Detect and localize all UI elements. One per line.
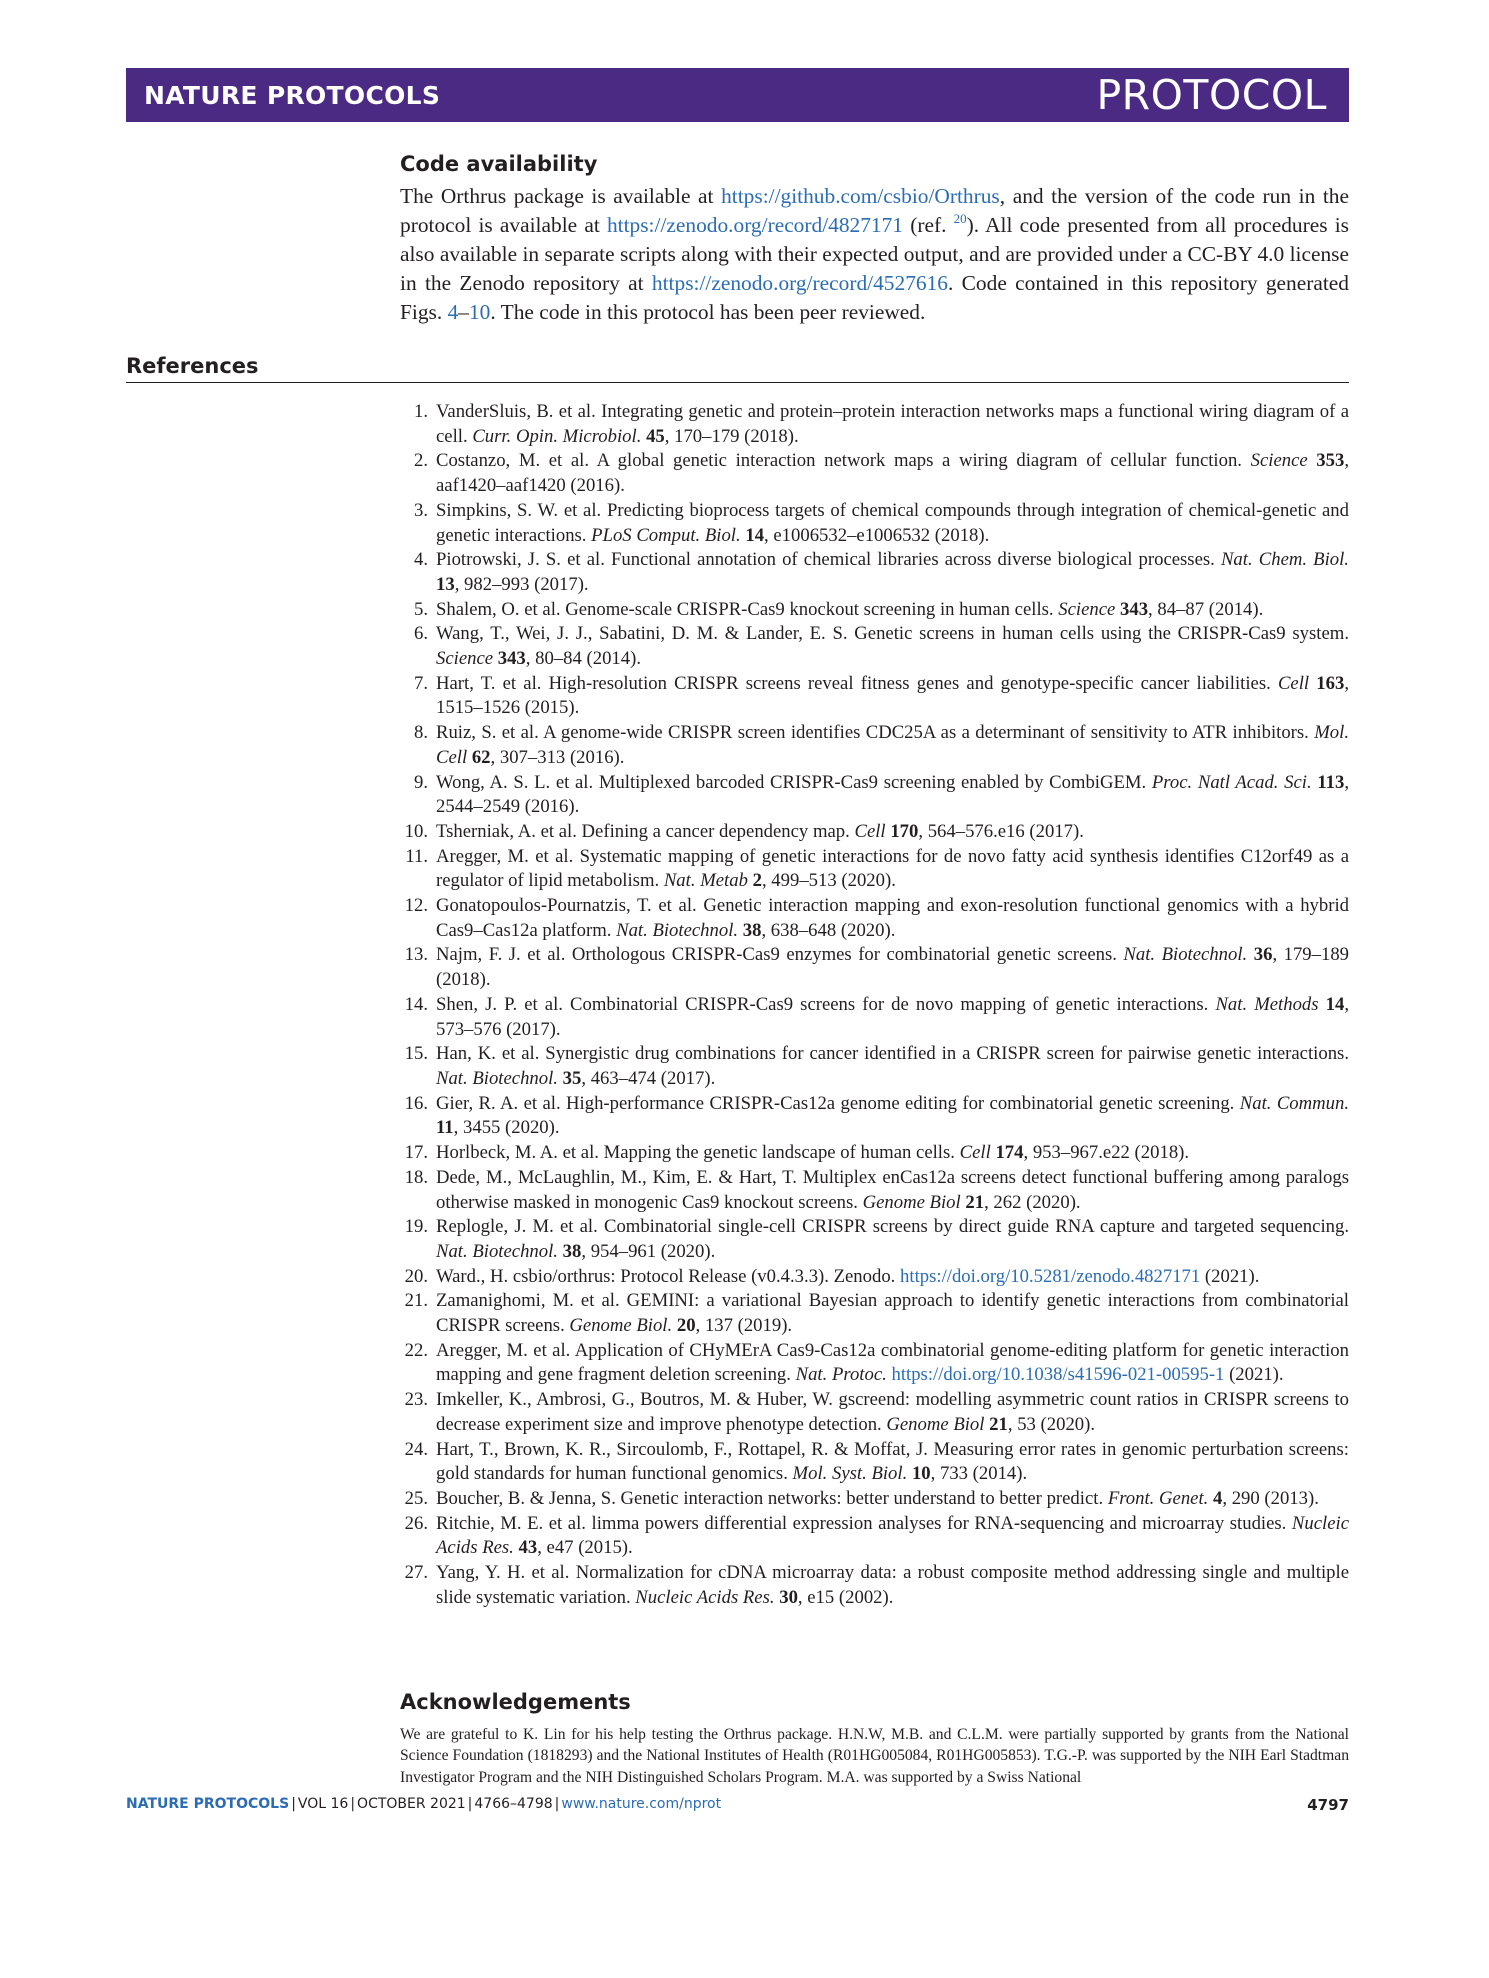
zenodo-link-code[interactable]: https://zenodo.org/record/4827171 xyxy=(606,213,904,237)
reference-item: 23. Imkeller, K., Ambrosi, G., Boutros, M. & Huber, W. gscreend: modelling asymmetric count ratios in CRISPR screens to decrease experiment size and improve phenotype detection. Genome Biol 21, 53 (2020). xyxy=(400,1388,1349,1437)
reference-item: 2. Costanzo, M. et al. A global genetic interaction network maps a wiring diagram of cellular function. Science 353, aaf1420–aaf1420 (2016). xyxy=(400,449,1349,498)
figure-4-link[interactable]: 4 xyxy=(447,300,459,324)
reference-item: 27. Yang, Y. H. et al. Normalization for cDNA microarray data: a robust composite method addressing single and multiple slide systematic variation. Nucleic Acids Res. 30, e15 (2002). xyxy=(400,1561,1349,1610)
reference-number: 17. xyxy=(404,1142,428,1164)
reference-number: 26. xyxy=(404,1512,428,1534)
reference-journal: Genome Biol. xyxy=(569,1315,673,1337)
reference-item: 1. VanderSluis, B. et al. Integrating genetic and protein–protein interaction networks maps a functional wiring diagram of a cell. Curr. Opin. Microbiol. 45, 170–179 (2018). xyxy=(400,400,1349,449)
reference-journal: Genome Biol xyxy=(862,1191,961,1213)
reference-item: 18. Dede, M., McLaughlin, M., Kim, E. & Hart, T. Multiplex enCas12a screens detect functional buffering among paralogs otherwise masked in monogenic Cas9 knockout screens. Genome Biol 21, 262 (2020). xyxy=(400,1166,1349,1215)
reference-journal: Nucleic Acids Res. xyxy=(436,1512,1349,1559)
reference-journal: Nucleic Acids Res. xyxy=(635,1586,775,1608)
reference-volume: 174 xyxy=(995,1142,1024,1164)
reference-number: 7. xyxy=(413,672,428,694)
reference-doi-link[interactable]: https://doi.org/10.1038/s41596-021-00595-1 xyxy=(891,1364,1225,1386)
footer-pages: 4766–4798 xyxy=(474,1796,553,1812)
reference-journal: Cell xyxy=(959,1142,991,1164)
reference-item: 10. Tsherniak, A. et al. Defining a cancer dependency map. Cell 170, 564–576.e16 (2017). xyxy=(400,820,1349,845)
reference-item: 19. Replogle, J. M. et al. Combinatorial single-cell CRISPR screens by direct guide RNA capture and targeted sequencing. Nat. Biotechnol. 38, 954–961 (2020). xyxy=(400,1215,1349,1264)
reference-journal: Nat. Biotechnol. xyxy=(436,1240,558,1262)
reference-number: 14. xyxy=(404,993,428,1015)
reference-doi-link[interactable]: https://doi.org/10.5281/zenodo.4827171 xyxy=(900,1265,1201,1287)
code-availability-heading: Code availability xyxy=(400,152,598,176)
reference-journal: Nat. Metab xyxy=(663,870,748,892)
acknowledgements-paragraph: We are grateful to K. Lin for his help testing the Orthrus package. H.N.W, M.B. and C.L.M. were partially supported by grants from the National Science Foundation (1818293) and the National Institutes of Health (R01HG005084, R01HG005853). T.G.-P. was supported by the NIH Earl Stadtman Investigator Program and the NIH Distinguished Scholars Program. M.A. was supported by a Swiss National xyxy=(400,1726,1349,1786)
reference-journal: Cell xyxy=(1277,672,1310,694)
reference-item: 17. Horlbeck, M. A. et al. Mapping the genetic landscape of human cells. Cell 174, 953–967.e22 (2018). xyxy=(400,1141,1349,1166)
reference-number: 18. xyxy=(404,1166,428,1188)
reference-item: 12. Gonatopoulos-Pournatzis, T. et al. Genetic interaction mapping and exon-resolution functional genomics with a hybrid Cas9–Cas12a platform. Nat. Biotechnol. 38, 638–648 (2020). xyxy=(400,894,1349,943)
reference-volume: 38 xyxy=(742,919,762,941)
reference-item: 8. Ruiz, S. et al. A genome-wide CRISPR screen identifies CDC25A as a determinant of sensitivity to ATR inhibitors. Mol. Cell 62, 307–313 (2016). xyxy=(400,721,1349,770)
reference-item: 24. Hart, T., Brown, K. R., Sircoulomb, F., Rottapel, R. & Moffat, J. Measuring error rates in genomic perturbation screens: gold standards for human functional genomics. Mol. Syst. Biol. 10, 733 (2014). xyxy=(400,1438,1349,1487)
reference-number: 24. xyxy=(404,1438,428,1460)
reference-volume: 36 xyxy=(1253,944,1273,966)
reference-item: 7. Hart, T. et al. High-resolution CRISPR screens reveal fitness genes and genotype-specific cancer liabilities. Cell 163, 1515–1526 (2015). xyxy=(400,672,1349,721)
reference-number: 19. xyxy=(404,1216,428,1238)
reference-journal: Cell xyxy=(854,820,886,842)
reference-journal: Nat. Chem. Biol. xyxy=(1220,549,1349,571)
reference-volume: 13 xyxy=(436,573,455,595)
footer-url-link[interactable]: www.nature.com/nprot xyxy=(561,1796,722,1812)
reference-volume: 113 xyxy=(1317,771,1345,793)
reference-item: 20. Ward., H. csbio/orthrus: Protocol Release (v0.4.3.3). Zenodo. https://doi.org/10.5281/zenodo.4827171 (2021). xyxy=(400,1265,1349,1290)
reference-number: 23. xyxy=(404,1389,428,1411)
reference-journal: Mol. Syst. Biol. xyxy=(792,1463,908,1485)
references-divider xyxy=(126,382,1349,383)
footer-journal: NATURE PROTOCOLS xyxy=(126,1796,290,1812)
reference-volume: 343 xyxy=(497,648,526,670)
reference-number: 11. xyxy=(405,845,428,867)
reference-volume: 62 xyxy=(471,746,491,768)
reference-journal: Nat. Biotechnol. xyxy=(436,1067,558,1089)
reference-volume: 4 xyxy=(1213,1487,1223,1509)
reference-number: 16. xyxy=(404,1092,428,1114)
reference-number: 4. xyxy=(413,549,428,571)
reference-journal: Science xyxy=(1250,450,1308,472)
page-footer: NATURE PROTOCOLS | VOL 16 | OCTOBER 2021 | 4766–4798 | www.nature.com/nprot 4797 xyxy=(126,1796,1349,1814)
reference-journal: Curr. Opin. Microbiol. xyxy=(472,425,642,447)
reference-volume: 10 xyxy=(911,1463,931,1485)
reference-volume: 11 xyxy=(436,1117,454,1139)
reference-volume: 38 xyxy=(562,1240,582,1262)
reference-number: 25. xyxy=(404,1487,428,1509)
reference-item: 26. Ritchie, M. E. et al. limma powers differential expression analyses for RNA-sequencing and microarray studies. Nucleic Acids Res. 43, e47 (2015). xyxy=(400,1512,1349,1561)
reference-item: 14. Shen, J. P. et al. Combinatorial CRISPR-Cas9 screens for de novo mapping of genetic interactions. Nat. Methods 14, 573–576 (2017). xyxy=(400,993,1349,1042)
reference-number: 8. xyxy=(413,722,428,744)
reference-volume: 14 xyxy=(745,524,765,546)
reference-number: 13. xyxy=(404,944,428,966)
reference-volume: 45 xyxy=(646,425,665,447)
reference-item: 6. Wang, T., Wei, J. J., Sabatini, D. M. & Lander, E. S. Genetic screens in human cells using the CRISPR-Cas9 system. Science 343, 80–84 (2014). xyxy=(400,622,1349,671)
reference-item: 25. Boucher, B. & Jenna, S. Genetic interaction networks: better understand to better predict. Front. Genet. 4, 290 (2013). xyxy=(400,1487,1349,1512)
reference-number: 3. xyxy=(413,499,428,521)
reference-volume: 14 xyxy=(1325,993,1345,1015)
reference-item: 11. Aregger, M. et al. Systematic mapping of genetic interactions for de novo fatty acid synthesis identifies C12orf49 as a regulator of lipid metabolism. Nat. Metab 2, 499–513 (2020). xyxy=(400,845,1349,894)
reference-number: 2. xyxy=(413,450,428,472)
reference-journal: Front. Genet. xyxy=(1107,1487,1209,1509)
reference-volume: 20 xyxy=(676,1315,696,1337)
reference-item: 15. Han, K. et al. Synergistic drug combinations for cancer identified in a CRISPR screen for pairwise genetic interactions. Nat. Biotechnol. 35, 463–474 (2017). xyxy=(400,1042,1349,1091)
reference-number: 6. xyxy=(413,623,428,645)
reference-journal: Proc. Natl Acad. Sci. xyxy=(1151,771,1312,793)
reference-volume: 21 xyxy=(989,1413,1008,1435)
reference-journal: PLoS Comput. Biol. xyxy=(591,524,741,546)
journal-header-bar xyxy=(126,68,1349,122)
zenodo-link-repository[interactable]: https://zenodo.org/record/4527616 xyxy=(651,271,948,295)
ref-20-citation[interactable]: 20 xyxy=(953,211,967,226)
reference-item: 22. Aregger, M. et al. Application of CHyMErA Cas9-Cas12a combinatorial genome-editing platform for genetic interaction mapping and gene fragment deletion screening. Nat. Protoc. https://doi.org/10.1038/s41596-021-00595-1 (2021). xyxy=(400,1339,1349,1388)
reference-item: 9. Wong, A. S. L. et al. Multiplexed barcoded CRISPR-Cas9 screening enabled by CombiGEM. Proc. Natl Acad. Sci. 113, 2544–2549 (2016). xyxy=(400,771,1349,820)
reference-number: 22. xyxy=(404,1339,428,1361)
reference-item: 16. Gier, R. A. et al. High-performance CRISPR-Cas12a genome editing for combinatorial genetic screening. Nat. Commun. 11, 3455 (2020). xyxy=(400,1092,1349,1141)
reference-volume: 353 xyxy=(1316,450,1345,472)
reference-volume: 2 xyxy=(752,870,762,892)
reference-number: 20. xyxy=(404,1265,428,1287)
reference-number: 9. xyxy=(413,771,428,793)
figure-10-link[interactable]: 10 xyxy=(468,300,491,324)
github-link[interactable]: https://github.com/csbio/Orthrus xyxy=(721,184,1000,208)
footer-volume: VOL 16 xyxy=(297,1796,349,1812)
code-availability-paragraph: The Orthrus package is available at https://github.com/csbio/Orthrus, and the version of the code run in the protocol is available at https://zenodo.org/record/4827171 (ref. $^{20}$). All code presented from all procedures is also available in separate scripts along with their expected output, and are provided under a CC-BY 4.0 license in the Zenodo repository at https://zenodo.org/record/4527616. Code contained in this repository generated Figs. 4–10. The code in this protocol has been peer reviewed. xyxy=(400,184,1349,324)
reference-list xyxy=(400,400,1349,1610)
reference-number: 10. xyxy=(404,820,428,842)
reference-number: 15. xyxy=(404,1043,428,1065)
reference-journal: Science xyxy=(436,648,494,670)
reference-journal: Nat. Biotechnol. xyxy=(1123,944,1248,966)
reference-journal: Nat. Methods xyxy=(1215,993,1319,1015)
reference-volume: 21 xyxy=(965,1191,985,1213)
article-type: PROTOCOL xyxy=(1096,71,1327,119)
reference-volume: 43 xyxy=(518,1537,538,1559)
reference-number: 12. xyxy=(404,895,428,917)
reference-journal: Science xyxy=(1058,598,1116,620)
reference-journal: Nat. Biotechnol. xyxy=(616,919,739,941)
reference-journal: Nat. Protoc. xyxy=(795,1364,887,1386)
reference-number: 21. xyxy=(404,1290,428,1312)
reference-item: 4. Piotrowski, J. S. et al. Functional annotation of chemical libraries across diverse biological processes. Nat. Chem. Biol. 13, 982–993 (2017). xyxy=(400,548,1349,597)
reference-volume: 343 xyxy=(1120,598,1149,620)
reference-volume: 163 xyxy=(1316,672,1345,694)
reference-number: 27. xyxy=(404,1562,428,1584)
reference-item: 21. Zamanighomi, M. et al. GEMINI: a variational Bayesian approach to identify genetic interactions from combinatorial CRISPR screens. Genome Biol. 20, 137 (2019). xyxy=(400,1289,1349,1338)
reference-journal: Genome Biol xyxy=(886,1413,985,1435)
reference-volume: 30 xyxy=(779,1586,798,1608)
reference-journal: Nat. Commun. xyxy=(1239,1092,1349,1114)
reference-number: 1. xyxy=(413,401,428,422)
reference-item: 13. Najm, F. J. et al. Orthologous CRISPR-Cas9 enzymes for combinatorial genetic screens. Nat. Biotechnol. 36, 179–189 (2018). xyxy=(400,943,1349,992)
reference-number: 5. xyxy=(413,598,428,620)
acknowledgements-heading: Acknowledgements xyxy=(400,1690,631,1714)
references-heading: References xyxy=(126,354,259,378)
page-number: 4797 xyxy=(1307,1796,1349,1814)
reference-journal: Mol. Cell xyxy=(436,722,1349,768)
reference-volume: 170 xyxy=(890,820,919,842)
reference-item: 5. Shalem, O. et al. Genome-scale CRISPR-Cas9 knockout screening in human cells. Science 343, 84–87 (2014). xyxy=(400,598,1349,623)
footer-date: OCTOBER 2021 xyxy=(357,1796,466,1812)
reference-volume: 35 xyxy=(562,1067,582,1089)
reference-item: 3. Simpkins, S. W. et al. Predicting bioprocess targets of chemical compounds through integration of chemical-genetic and genetic interactions. PLoS Comput. Biol. 14, e1006532–e1006532 (2018). xyxy=(400,499,1349,548)
journal-name: NATURE PROTOCOLS xyxy=(144,81,441,110)
